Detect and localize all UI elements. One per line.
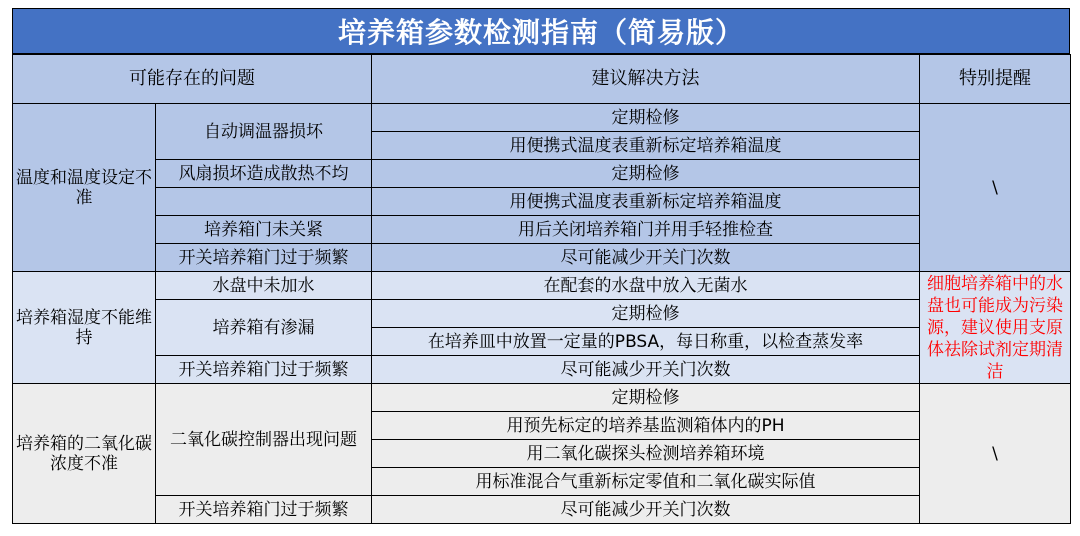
solution-cell: 用预先标定的培养基监测箱体内的PH (372, 412, 920, 440)
solution-cell: 在培养皿中放置一定量的PBSA，每日称重，以检查蒸发率 (372, 328, 920, 356)
note-cell-humidity: 细胞培养箱中的水盘也可能成为污染源，建议使用支原体祛除试剂定期清洁 (920, 272, 1071, 384)
solution-cell: 用标准混合气重新标定零值和二氧化碳实际值 (372, 468, 920, 496)
note-cell-temperature: \ (920, 104, 1071, 272)
table-row (13, 216, 1071, 244)
group-name-temperature: 温度和温度设定不准 (13, 104, 156, 272)
table-row (13, 104, 1071, 132)
header-solution: 建议解决方法 (372, 55, 920, 104)
sheet-title: 培养箱参数检测指南（简易版） (12, 8, 1070, 54)
solution-cell: 用后关闭培养箱门并用手轻推检查 (372, 216, 920, 244)
table-row (13, 272, 1071, 300)
cause-cell: 培养箱有渗漏 (156, 300, 372, 356)
header-problem: 可能存在的问题 (13, 55, 372, 104)
cause-cell: 开关培养箱门过于频繁 (156, 356, 372, 384)
table-row (13, 244, 1071, 272)
guide-sheet (12, 8, 1070, 524)
cause-cell-empty (156, 188, 372, 216)
solution-cell: 定期检修 (372, 384, 920, 412)
cause-cell: 自动调温器损坏 (156, 104, 372, 160)
solution-cell: 尽可能减少开关门次数 (372, 244, 920, 272)
group-name-humidity: 培养箱湿度不能维持 (13, 272, 156, 384)
solution-cell: 定期检修 (372, 104, 920, 132)
solution-cell: 用便携式温度表重新标定培养箱温度 (372, 132, 920, 160)
group-name-co2: 培养箱的二氧化碳浓度不准 (13, 384, 156, 524)
cause-cell: 二氧化碳控制器出现问题 (156, 384, 372, 496)
note-cell-co2: \ (920, 384, 1071, 524)
table-row (13, 496, 1071, 524)
table-row (13, 160, 1071, 188)
solution-cell: 尽可能减少开关门次数 (372, 356, 920, 384)
solution-cell: 定期检修 (372, 160, 920, 188)
solution-cell: 在配套的水盘中放入无菌水 (372, 272, 920, 300)
table-row (13, 188, 1071, 216)
cause-cell: 培养箱门未关紧 (156, 216, 372, 244)
solution-cell: 用二氧化碳探头检测培养箱环境 (372, 440, 920, 468)
header-row (13, 55, 1071, 104)
header-note: 特别提醒 (920, 55, 1071, 104)
solution-cell: 用便携式温度表重新标定培养箱温度 (372, 188, 920, 216)
solution-cell: 定期检修 (372, 300, 920, 328)
cause-cell: 风扇损坏造成散热不均 (156, 160, 372, 188)
table-row (13, 300, 1071, 328)
guide-table (12, 54, 1071, 524)
table-row (13, 356, 1071, 384)
solution-cell: 尽可能减少开关门次数 (372, 496, 920, 524)
cause-cell: 水盘中未加水 (156, 272, 372, 300)
cause-cell: 开关培养箱门过于频繁 (156, 244, 372, 272)
cause-cell: 开关培养箱门过于频繁 (156, 496, 372, 524)
table-row (13, 384, 1071, 412)
